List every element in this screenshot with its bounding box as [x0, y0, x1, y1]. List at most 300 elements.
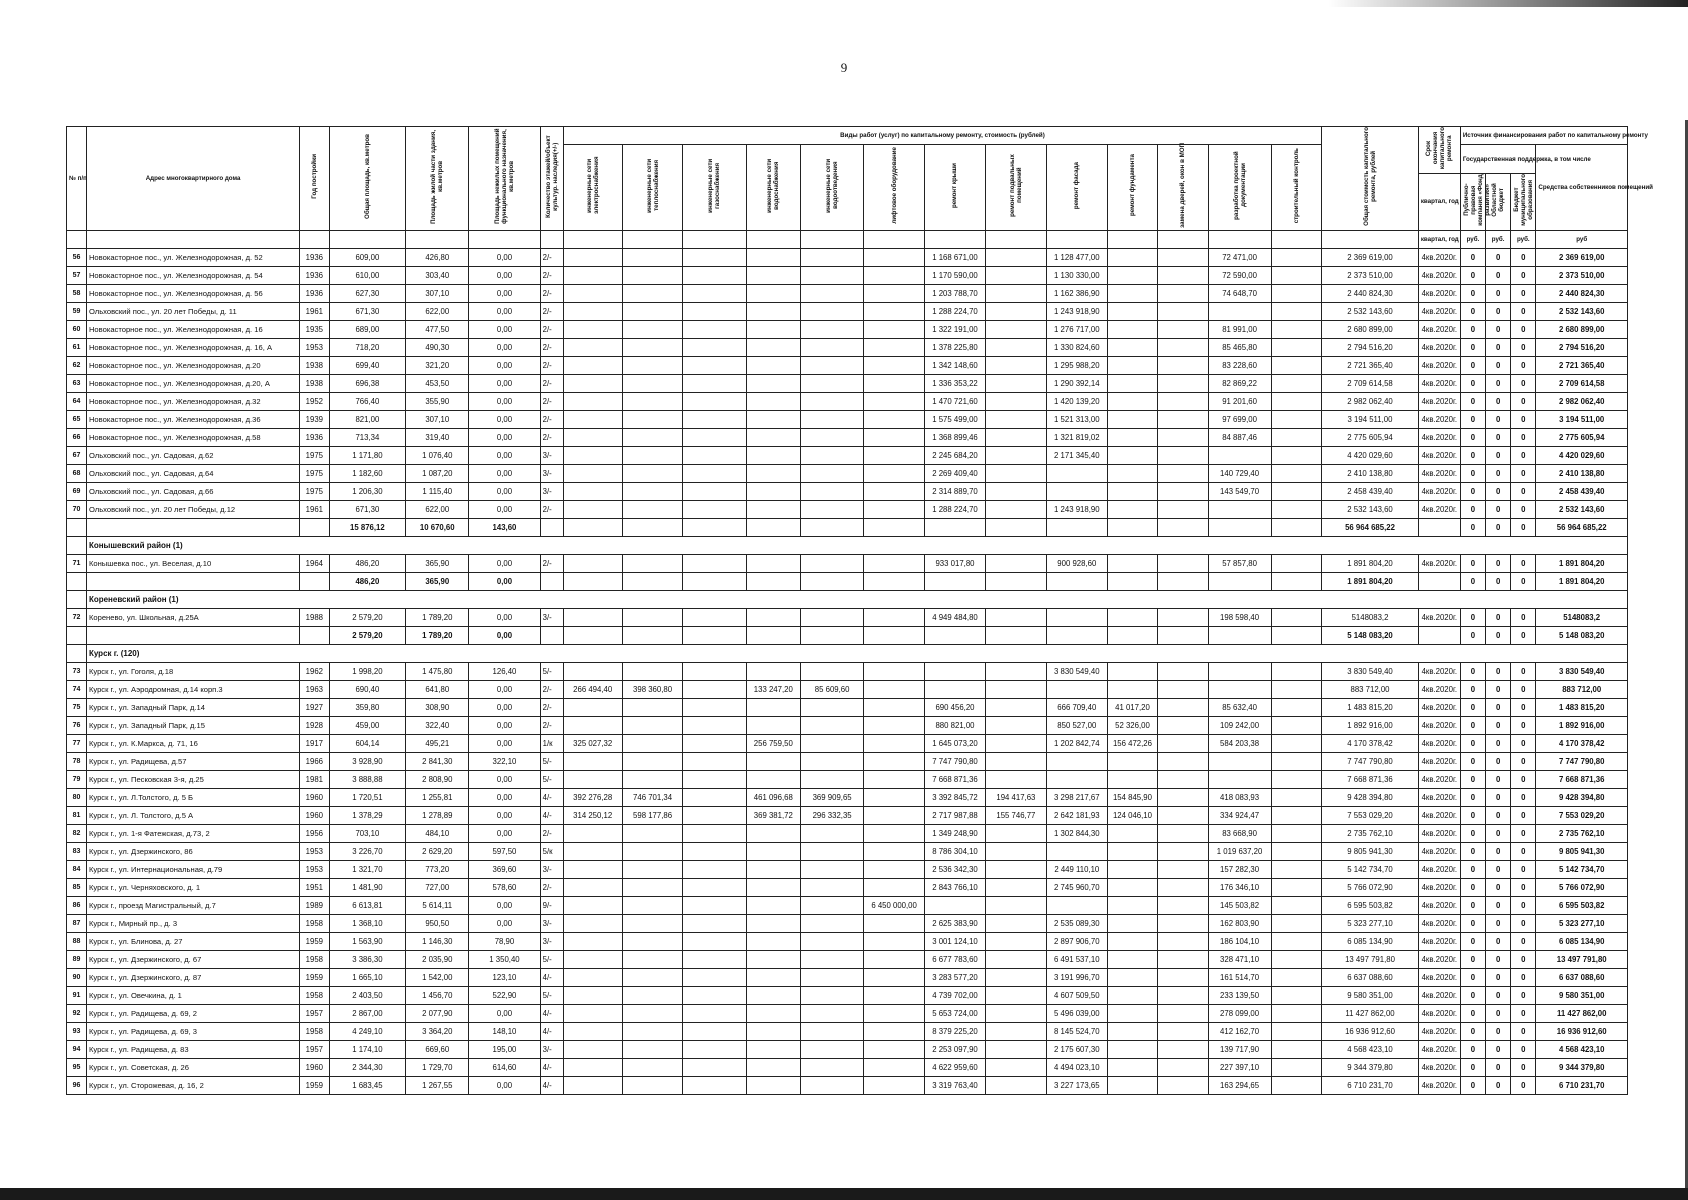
cell-living-area: 1 729,70: [406, 1058, 469, 1076]
cell-work-water: [746, 392, 801, 410]
cell-owners: 6 595 503,82: [1536, 896, 1628, 914]
cell-total-cost: 1 892 916,00: [1322, 716, 1419, 734]
cell-work-base: [985, 1076, 1046, 1094]
cell-total-cost: 2 721 365,40: [1322, 356, 1419, 374]
cell-total-cost: 1 483 815,20: [1322, 698, 1419, 716]
cell-work-roof: 1 336 353,22: [925, 374, 986, 392]
cell-work-found: [1107, 914, 1157, 932]
cell-work-lift: 6 450 000,00: [864, 896, 925, 914]
cell-total-cost: 16 936 912,60: [1322, 1022, 1419, 1040]
cell-total-cost: 2 369 619,00: [1322, 248, 1419, 266]
cell-num: 81: [67, 806, 87, 824]
cell-work-doors: [1158, 428, 1208, 446]
cell-term: 4кв.2020г.: [1418, 428, 1460, 446]
cell-work-doors: [1158, 356, 1208, 374]
cell-living-area: 622,00: [406, 500, 469, 518]
cell-regional: 0: [1486, 842, 1511, 860]
cell-work-sewer: [801, 518, 864, 536]
cell-work-roof: 6 677 783,60: [925, 950, 986, 968]
cell-work-sup: [1271, 824, 1322, 842]
cell-nonres-area: 0,00: [469, 770, 540, 788]
cell-owners: 2 709 614,58: [1536, 374, 1628, 392]
cell-address: Курск г., ул. Л.Толстого, д. 5 Б: [86, 788, 299, 806]
cell-year: 1936: [300, 248, 329, 266]
cell-nonres-area: 0,00: [469, 1004, 540, 1022]
cell-work-base: [985, 302, 1046, 320]
cell-municipal: 0: [1511, 356, 1536, 374]
cell-work-design: 72 471,00: [1208, 248, 1271, 266]
scan-edge-bottom: [0, 1188, 1688, 1200]
table-row: [67, 1058, 1628, 1076]
cell-work-sup: [1271, 410, 1322, 428]
cell-total-area: 2 579,20: [329, 626, 406, 644]
cell-num: 64: [67, 392, 87, 410]
cell-owners: 3 830 549,40: [1536, 662, 1628, 680]
col-facade: ремонт фасада: [1046, 145, 1107, 231]
cell-num: 60: [67, 320, 87, 338]
cell-term: 4кв.2020г.: [1418, 1004, 1460, 1022]
cell-owners: 2 458 439,40: [1536, 482, 1628, 500]
cell-floors: 2/-: [540, 410, 563, 428]
cell-work-facade: 2 535 089,30: [1046, 914, 1107, 932]
cell-work-roof: 690 456,20: [925, 698, 986, 716]
cell-work-sewer: [801, 860, 864, 878]
cell-work-lift: [864, 338, 925, 356]
cell-total-area: 3 226,70: [329, 842, 406, 860]
cell-total-area: 610,00: [329, 266, 406, 284]
table-row: [67, 860, 1628, 878]
cell-address: Курск г., ул. Песковская 3-я, д.25: [86, 770, 299, 788]
cell-work-water: [746, 914, 801, 932]
cell-floors: [540, 572, 563, 590]
cell-work-facade: 4 607 509,50: [1046, 986, 1107, 1004]
cell-num: 58: [67, 284, 87, 302]
cell-fund: 0: [1460, 500, 1485, 518]
cell-work-sewer: [801, 392, 864, 410]
col-basement: ремонт подвальных помещений: [985, 145, 1046, 231]
cell-work-heat: [622, 266, 683, 284]
cell-term: 4кв.2020г.: [1418, 914, 1460, 932]
cell-work-doors: [1158, 968, 1208, 986]
cell-regional: 0: [1486, 428, 1511, 446]
cell-municipal: 0: [1511, 392, 1536, 410]
cell-work-base: [985, 284, 1046, 302]
cell-total-area: 1 998,20: [329, 662, 406, 680]
cell-regional: 0: [1486, 518, 1511, 536]
cell-work-base: [985, 662, 1046, 680]
cell-work-lift: [864, 428, 925, 446]
cell-num: 86: [67, 896, 87, 914]
cell-total-area: 486,20: [329, 554, 406, 572]
cell-num: 73: [67, 662, 87, 680]
cell-work-base: [985, 482, 1046, 500]
cell-work-sewer: [801, 572, 864, 590]
cell-floors: 5/к: [540, 842, 563, 860]
cell-regional: 0: [1486, 1022, 1511, 1040]
cell-work-facade: [1046, 518, 1107, 536]
table-row: [67, 914, 1628, 932]
cell-total-area: 1 665,10: [329, 968, 406, 986]
cell-work-water: [746, 752, 801, 770]
cell-work-doors: [1158, 662, 1208, 680]
cell-work-doors: [1158, 734, 1208, 752]
table-row: [67, 986, 1628, 1004]
cell-nonres-area: 0,00: [469, 824, 540, 842]
cell-term: 4кв.2020г.: [1418, 734, 1460, 752]
cell-nonres-area: 578,60: [469, 878, 540, 896]
cell-work-found: [1107, 392, 1157, 410]
cell-work-facade: [1046, 752, 1107, 770]
cell-living-area: 365,90: [406, 572, 469, 590]
cell-work-found: [1107, 878, 1157, 896]
cell-municipal: 0: [1511, 608, 1536, 626]
cell-owners: 5 323 277,10: [1536, 914, 1628, 932]
cell-work-heat: [622, 698, 683, 716]
cell-regional: 0: [1486, 500, 1511, 518]
cell-term: 4кв.2020г.: [1418, 806, 1460, 824]
cell-term: [1418, 572, 1460, 590]
cell-term: 4кв.2020г.: [1418, 788, 1460, 806]
cell-work-sewer: [801, 932, 864, 950]
cell-year: 1963: [300, 680, 329, 698]
cell-work-lift: [864, 698, 925, 716]
cell-work-water: [746, 950, 801, 968]
cell-living-area: 319,40: [406, 428, 469, 446]
cell-regional: 0: [1486, 896, 1511, 914]
cell-work-sup: [1271, 698, 1322, 716]
cell-address: Курск г., ул. Сторожевая, д. 16, 2: [86, 1076, 299, 1094]
cell-work-doors: [1158, 806, 1208, 824]
cell-work-gas: [683, 446, 746, 464]
cell-work-found: [1107, 518, 1157, 536]
cell-living-area: 1 789,20: [406, 626, 469, 644]
cell-work-el: [563, 482, 622, 500]
cell-work-design: [1208, 680, 1271, 698]
cell-work-facade: [1046, 572, 1107, 590]
cell-work-heat: [622, 482, 683, 500]
cell-municipal: 0: [1511, 806, 1536, 824]
cell-total-area: 609,00: [329, 248, 406, 266]
cell-work-sewer: [801, 968, 864, 986]
cell-address: Новокасторное пос., ул. Железнодорожная, д. 16, А: [86, 338, 299, 356]
cell-work-lift: [864, 968, 925, 986]
cell-total-cost: 5 766 072,90: [1322, 878, 1419, 896]
cell-work-heat: [622, 446, 683, 464]
cell-total-cost: 5148083,2: [1322, 608, 1419, 626]
cell-work-gas: [683, 320, 746, 338]
cell-work-sewer: [801, 878, 864, 896]
cell-work-water: [746, 266, 801, 284]
cell-work-roof: 1 170 590,00: [925, 266, 986, 284]
cell-work-base: [985, 986, 1046, 1004]
cell-regional: 0: [1486, 284, 1511, 302]
district-header-row: [67, 644, 1628, 662]
cell-nonres-area: 0,00: [469, 608, 540, 626]
cell-work-roof: [925, 626, 986, 644]
cell-total-area: 671,30: [329, 500, 406, 518]
cell-total-cost: 1 891 804,20: [1322, 572, 1419, 590]
cell-floors: 4/-: [540, 1058, 563, 1076]
cell-work-sewer: [801, 554, 864, 572]
cell-work-found: [1107, 842, 1157, 860]
cell-owners: 2 373 510,00: [1536, 266, 1628, 284]
cell-address: Курск г., ул. 1-я Фатежская, д.73, 2: [86, 824, 299, 842]
cell-nonres-area: 0,00: [469, 554, 540, 572]
cell-work-sup: [1271, 572, 1322, 590]
cell-regional: 0: [1486, 968, 1511, 986]
cell-work-lift: [864, 608, 925, 626]
cell-work-found: [1107, 248, 1157, 266]
district-spacer: [67, 644, 87, 662]
cell-municipal: 0: [1511, 662, 1536, 680]
cell-work-facade: [1046, 842, 1107, 860]
cell-regional: 0: [1486, 392, 1511, 410]
cell-num: [67, 626, 87, 644]
cell-work-doors: [1158, 248, 1208, 266]
col-foundation: ремонт фундамента: [1107, 145, 1157, 231]
works-group-header: Виды работ (услуг) по капитальному ремонту, стоимость (рублей): [563, 127, 1321, 145]
cell-work-sewer: [801, 734, 864, 752]
cell-total-area: 2 579,20: [329, 608, 406, 626]
cell-total-cost: 2 440 824,30: [1322, 284, 1419, 302]
cell-owners: 5 766 072,90: [1536, 878, 1628, 896]
cell-work-heat: [622, 626, 683, 644]
cell-work-roof: 2 536 342,30: [925, 860, 986, 878]
cell-regional: 0: [1486, 446, 1511, 464]
cell-work-facade: 1 290 392,14: [1046, 374, 1107, 392]
cell-work-facade: 1 202 842,74: [1046, 734, 1107, 752]
cell-work-gas: [683, 392, 746, 410]
cell-work-doors: [1158, 1058, 1208, 1076]
cell-living-area: 2 077,90: [406, 1004, 469, 1022]
cell-work-base: [985, 392, 1046, 410]
cell-work-el: [563, 572, 622, 590]
cell-work-water: [746, 932, 801, 950]
cell-term: 4кв.2020г.: [1418, 860, 1460, 878]
cell-owners: 5 142 734,70: [1536, 860, 1628, 878]
cell-municipal: 0: [1511, 968, 1536, 986]
cell-nonres-area: 0,00: [469, 428, 540, 446]
cell-work-found: [1107, 284, 1157, 302]
cell-work-design: 157 282,30: [1208, 860, 1271, 878]
cell-owners: 2 721 365,40: [1536, 356, 1628, 374]
table-row: [67, 248, 1628, 266]
cell-work-lift: [864, 446, 925, 464]
cell-work-lift: [864, 680, 925, 698]
cell-nonres-area: 0,00: [469, 716, 540, 734]
cell-work-doors: [1158, 860, 1208, 878]
cell-total-cost: 2 410 138,80: [1322, 464, 1419, 482]
cell-work-base: [985, 914, 1046, 932]
cell-address: Курск г., ул. Блинова, д. 27: [86, 932, 299, 950]
cell-work-el: [563, 266, 622, 284]
col-address: Адрес многоквартирного дома: [86, 127, 299, 231]
cell-address: Курск г., ул. Дзержинского, 86: [86, 842, 299, 860]
cell-work-design: [1208, 626, 1271, 644]
cell-work-base: [985, 608, 1046, 626]
cell-work-found: [1107, 932, 1157, 950]
cell-nonres-area: 322,10: [469, 752, 540, 770]
cell-total-cost: 3 194 511,00: [1322, 410, 1419, 428]
cell-total-cost: 6 710 231,70: [1322, 1076, 1419, 1094]
cell-living-area: 307,10: [406, 410, 469, 428]
cell-work-base: [985, 680, 1046, 698]
cell-work-base: [985, 446, 1046, 464]
cell-work-el: [563, 716, 622, 734]
cell-work-doors: [1158, 500, 1208, 518]
cell-municipal: 0: [1511, 680, 1536, 698]
cell-term: 4кв.2020г.: [1418, 392, 1460, 410]
cell-work-design: 140 729,40: [1208, 464, 1271, 482]
cell-total-cost: 4 170 378,42: [1322, 734, 1419, 752]
cell-living-area: 622,00: [406, 302, 469, 320]
cell-work-doors: [1158, 788, 1208, 806]
cell-floors: 2/-: [540, 392, 563, 410]
cell-living-area: 490,30: [406, 338, 469, 356]
cell-work-design: 83 228,60: [1208, 356, 1271, 374]
cell-fund: 0: [1460, 662, 1485, 680]
cell-work-lift: [864, 374, 925, 392]
cell-work-facade: 1 243 918,90: [1046, 302, 1107, 320]
cell-num: 94: [67, 1040, 87, 1058]
cell-work-base: [985, 464, 1046, 482]
cell-fund: 0: [1460, 320, 1485, 338]
cell-year: 1975: [300, 464, 329, 482]
cell-floors: 3/-: [540, 932, 563, 950]
cell-work-roof: 4 622 959,60: [925, 1058, 986, 1076]
cell-total-area: 689,00: [329, 320, 406, 338]
cell-work-base: [985, 320, 1046, 338]
cell-work-doors: [1158, 932, 1208, 950]
cell-work-doors: [1158, 824, 1208, 842]
cell-work-water: [746, 1004, 801, 1022]
cell-work-heat: 746 701,34: [622, 788, 683, 806]
cell-total-area: 1 174,10: [329, 1040, 406, 1058]
cell-nonres-area: 0,00: [469, 446, 540, 464]
cell-work-sewer: [801, 770, 864, 788]
cell-owners: 56 964 685,22: [1536, 518, 1628, 536]
cell-work-found: [1107, 1040, 1157, 1058]
col-total-area: Общая площадь, кв.метров: [329, 127, 406, 231]
cell-municipal: 0: [1511, 986, 1536, 1004]
cell-work-found: [1107, 428, 1157, 446]
cell-fund: 0: [1460, 734, 1485, 752]
cell-work-sup: [1271, 554, 1322, 572]
cell-nonres-area: 143,60: [469, 518, 540, 536]
cell-total-cost: 9 580 351,00: [1322, 986, 1419, 1004]
cell-work-design: [1208, 446, 1271, 464]
table-row: [67, 554, 1628, 572]
cell-work-doors: [1158, 266, 1208, 284]
cell-work-doors: [1158, 302, 1208, 320]
cell-work-roof: 3 001 124,10: [925, 932, 986, 950]
cell-address: Курск г., ул. Дзержинского, д. 67: [86, 950, 299, 968]
cell-work-doors: [1158, 446, 1208, 464]
cell-work-design: 145 503,82: [1208, 896, 1271, 914]
cell-work-sewer: [801, 374, 864, 392]
cell-address: Ольховский пос., ул. 20 лет Победы, д. 11: [86, 302, 299, 320]
cell-work-facade: 8 145 524,70: [1046, 1022, 1107, 1040]
cell-work-gas: [683, 464, 746, 482]
cell-work-gas: [683, 1022, 746, 1040]
col-gas: инженерные сети газоснабжения: [683, 145, 746, 231]
cell-work-heat: [622, 914, 683, 932]
cell-total-area: 766,40: [329, 392, 406, 410]
cell-work-found: [1107, 1004, 1157, 1022]
cell-year: 1958: [300, 986, 329, 1004]
cell-work-lift: [864, 914, 925, 932]
cell-num: 75: [67, 698, 87, 716]
cell-work-el: [563, 410, 622, 428]
cell-work-roof: 2 253 097,90: [925, 1040, 986, 1058]
cell-work-found: [1107, 860, 1157, 878]
cell-total-cost: 7 553 029,20: [1322, 806, 1419, 824]
cell-total-cost: 13 497 791,80: [1322, 950, 1419, 968]
cell-municipal: 0: [1511, 1022, 1536, 1040]
cell-work-base: [985, 770, 1046, 788]
funding-group-header: Источник финансирования работ по капитальному ремонту: [1460, 127, 1627, 145]
cell-address: Курск г., ул. Советская, д. 26: [86, 1058, 299, 1076]
cell-work-heat: [622, 1076, 683, 1094]
cell-work-roof: 1 378 225,80: [925, 338, 986, 356]
cell-work-gas: [683, 410, 746, 428]
cell-floors: 4/-: [540, 1076, 563, 1094]
cell-owners: 11 427 862,00: [1536, 1004, 1628, 1022]
cell-work-heat: [622, 464, 683, 482]
cell-year: 1960: [300, 806, 329, 824]
cell-work-heat: [622, 932, 683, 950]
cell-work-facade: [1046, 626, 1107, 644]
cell-work-doors: [1158, 572, 1208, 590]
cell-work-base: [985, 950, 1046, 968]
cell-num: 57: [67, 266, 87, 284]
cell-floors: 1/к: [540, 734, 563, 752]
cell-work-sup: [1271, 734, 1322, 752]
cell-work-heat: [622, 734, 683, 752]
cell-term: 4кв.2020г.: [1418, 500, 1460, 518]
cell-work-design: 584 203,38: [1208, 734, 1271, 752]
cell-term: 4кв.2020г.: [1418, 662, 1460, 680]
cell-year: 1961: [300, 302, 329, 320]
cell-total-cost: 9 428 394,80: [1322, 788, 1419, 806]
cell-living-area: 1 456,70: [406, 986, 469, 1004]
cell-address: Новокасторное пос., ул. Железнодорожная, д.20, А: [86, 374, 299, 392]
cell-year: 1962: [300, 662, 329, 680]
cell-total-cost: 56 964 685,22: [1322, 518, 1419, 536]
cell-nonres-area: 1 350,40: [469, 950, 540, 968]
cell-fund: 0: [1460, 464, 1485, 482]
cell-work-doors: [1158, 914, 1208, 932]
cell-total-cost: 2 775 605,94: [1322, 428, 1419, 446]
cell-work-facade: 1 330 824,60: [1046, 338, 1107, 356]
cell-year: 1960: [300, 1058, 329, 1076]
cell-address: Новокасторное пос., ул. Железнодорожная, д. 56: [86, 284, 299, 302]
cell-owners: 7 668 871,36: [1536, 770, 1628, 788]
col-water: инженерные сети водоснабжения: [746, 145, 801, 231]
cell-municipal: 0: [1511, 446, 1536, 464]
cell-nonres-area: 0,00: [469, 572, 540, 590]
cell-total-area: 1 563,90: [329, 932, 406, 950]
cell-total-cost: 2 458 439,40: [1322, 482, 1419, 500]
cell-work-design: 278 099,00: [1208, 1004, 1271, 1022]
cell-nonres-area: 195,00: [469, 1040, 540, 1058]
cell-term: 4кв.2020г.: [1418, 752, 1460, 770]
cell-nonres-area: 78,90: [469, 932, 540, 950]
cell-work-el: 314 250,12: [563, 806, 622, 824]
cell-total-cost: 2 680 899,00: [1322, 320, 1419, 338]
cell-work-sup: [1271, 248, 1322, 266]
cell-address: Курск г., ул. Радищева, д.57: [86, 752, 299, 770]
